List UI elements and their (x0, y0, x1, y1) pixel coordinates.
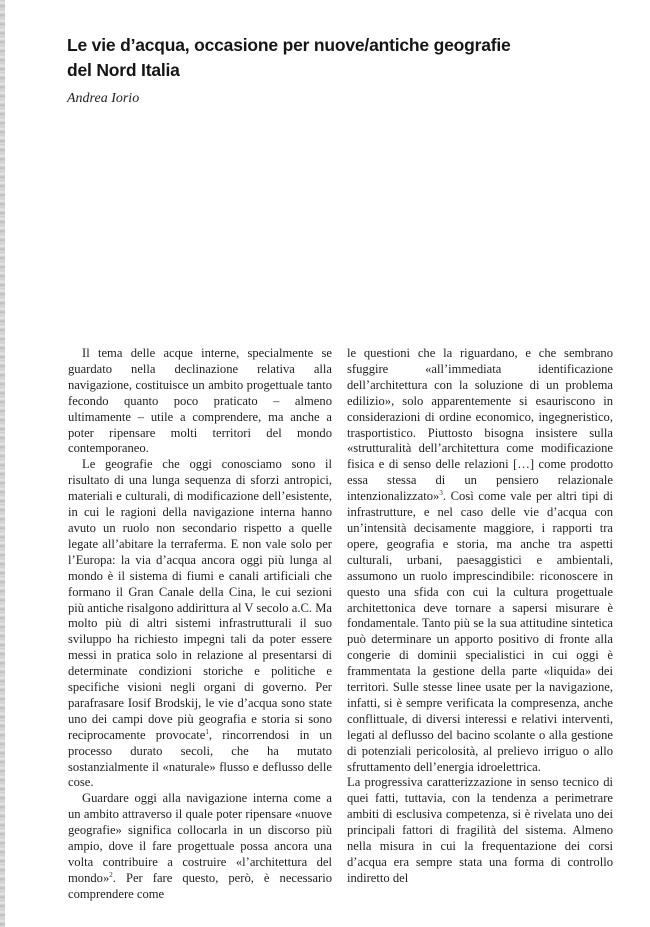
paragraph: Guardare oggi alla navigazione interna come a un ambito attraverso il quale poter ripensare «nuove geografie» significa collocarla in un discorso più ampio, dove il fare progettuale possa ancora una volta contribuire a costruire «l’architettura del mondo»$^2$. Per fare questo, però, è necessario comprendere come (68, 791, 332, 901)
paragraph: La progressiva caratterizzazione in senso tecnico di quei fatti, tuttavia, con la tendenza a perimetrare ambiti di esclusiva competenza, si è rivelata uno dei principali fattori di fragilità del sistema. Almeno nella misura in cui la frequentazione dei corsi d’acqua era sempre stata una forma di controllo indiretto del (347, 775, 613, 885)
paragraph: Il tema delle acque interne, specialmente se guardato nella declinazione relativa alla navigazione, costituisce un ambito progettuale tanto fecondo quanto poco praticato – almeno ultimamente – utile a comprendere, ma anche a poter ripensare molti territori del mondo contemporaneo. (68, 346, 332, 456)
footnote-ref: 2 (109, 870, 113, 879)
page-edge-shadow (0, 0, 5, 927)
footnote-ref: 1 (205, 727, 209, 736)
paragraph: Le geografie che oggi conosciamo sono il risultato di una lunga sequenza di sforzi antropici, materiali e culturali, di modificazione dell’esistente, in cui le ragioni della navigazione interna hanno avuto un ruolo non secondario rispetto a quelle legate all’abitare la terraferma. E non vale solo per l’Europa: la via d’acqua ancora oggi più lunga al mondo è il sistema di fiumi e canali artificiali che formano il Gran Canale della Cina, le cui sezioni più antiche risalgono addirittura al V secolo a.C. Ma molto più di altri sistemi infrastrutturali il suo sviluppo ha richiesto impegni tali da poter essere messi in pratica solo in relazione al presentarsi di determinate condizioni storiche e politiche e specifiche visioni negli organi di governo. Per parafrasare Iosif Brodskij, le vie d’acqua sono state uno dei campi dove più geografia e storia si sono reciprocamente provocate$^1$, rincorrendosi in un processo durato secoli, che ha mutato sostanzialmente il «naturale» flusso e deflusso delle cose. (68, 457, 332, 790)
article-author: Andrea Iorio (67, 91, 140, 106)
text-column-right (347, 346, 613, 901)
footnote-ref: 3 (439, 488, 443, 497)
article-title: Le vie d’acqua, occasione per nuove/antiche geografie del Nord Italia (67, 35, 511, 80)
text-column-left (68, 346, 332, 901)
paragraph: le questioni che la riguardano, e che sembrano sfuggire «all’immediata identificazione dell’architettura con la soluzione di un problema edilizio», solo apparentemente si esauriscono in considerazioni di ordine economico, ingegneristico, trasportistico. Piuttosto bisogna insistere sulla «strutturalità dell’architettura come modificazione fisica e di senso delle relazioni […] come prodotto essa stessa di un pensiero relazionale intenzionalizzato»$^3$. Così come vale per altri tipi di infrastrutture, e nel caso delle vie d’acqua con un’intensità decisamente maggiore, i rapporti tra opere, geografia e storia, ma anche tra aspetti culturali, urbani, paesaggistici e ambientali, assumono un ruolo imprescindibile: riconoscere in questo una sfida con cui la cultura progettuale architettonica deve tornare a sapersi misurare è fondamentale. Tanto più se la sua attitudine sintetica può determinare un apporto positivo di fronte alla congerie di dominii specialistici in cui oggi è frammentata la gestione della parte «liquida» dei territori. Sulle stesse linee usate per la navigazione, infatti, si è sempre verificata la compresenza, anche conflittuale, di diversi interessi e relativi interventi, legati al deflusso del bacino scolante o alla gestione di potenziali pericolosità, al prelievo irriguo o allo sfruttamento dell’energia idroelettrica. (347, 346, 613, 774)
